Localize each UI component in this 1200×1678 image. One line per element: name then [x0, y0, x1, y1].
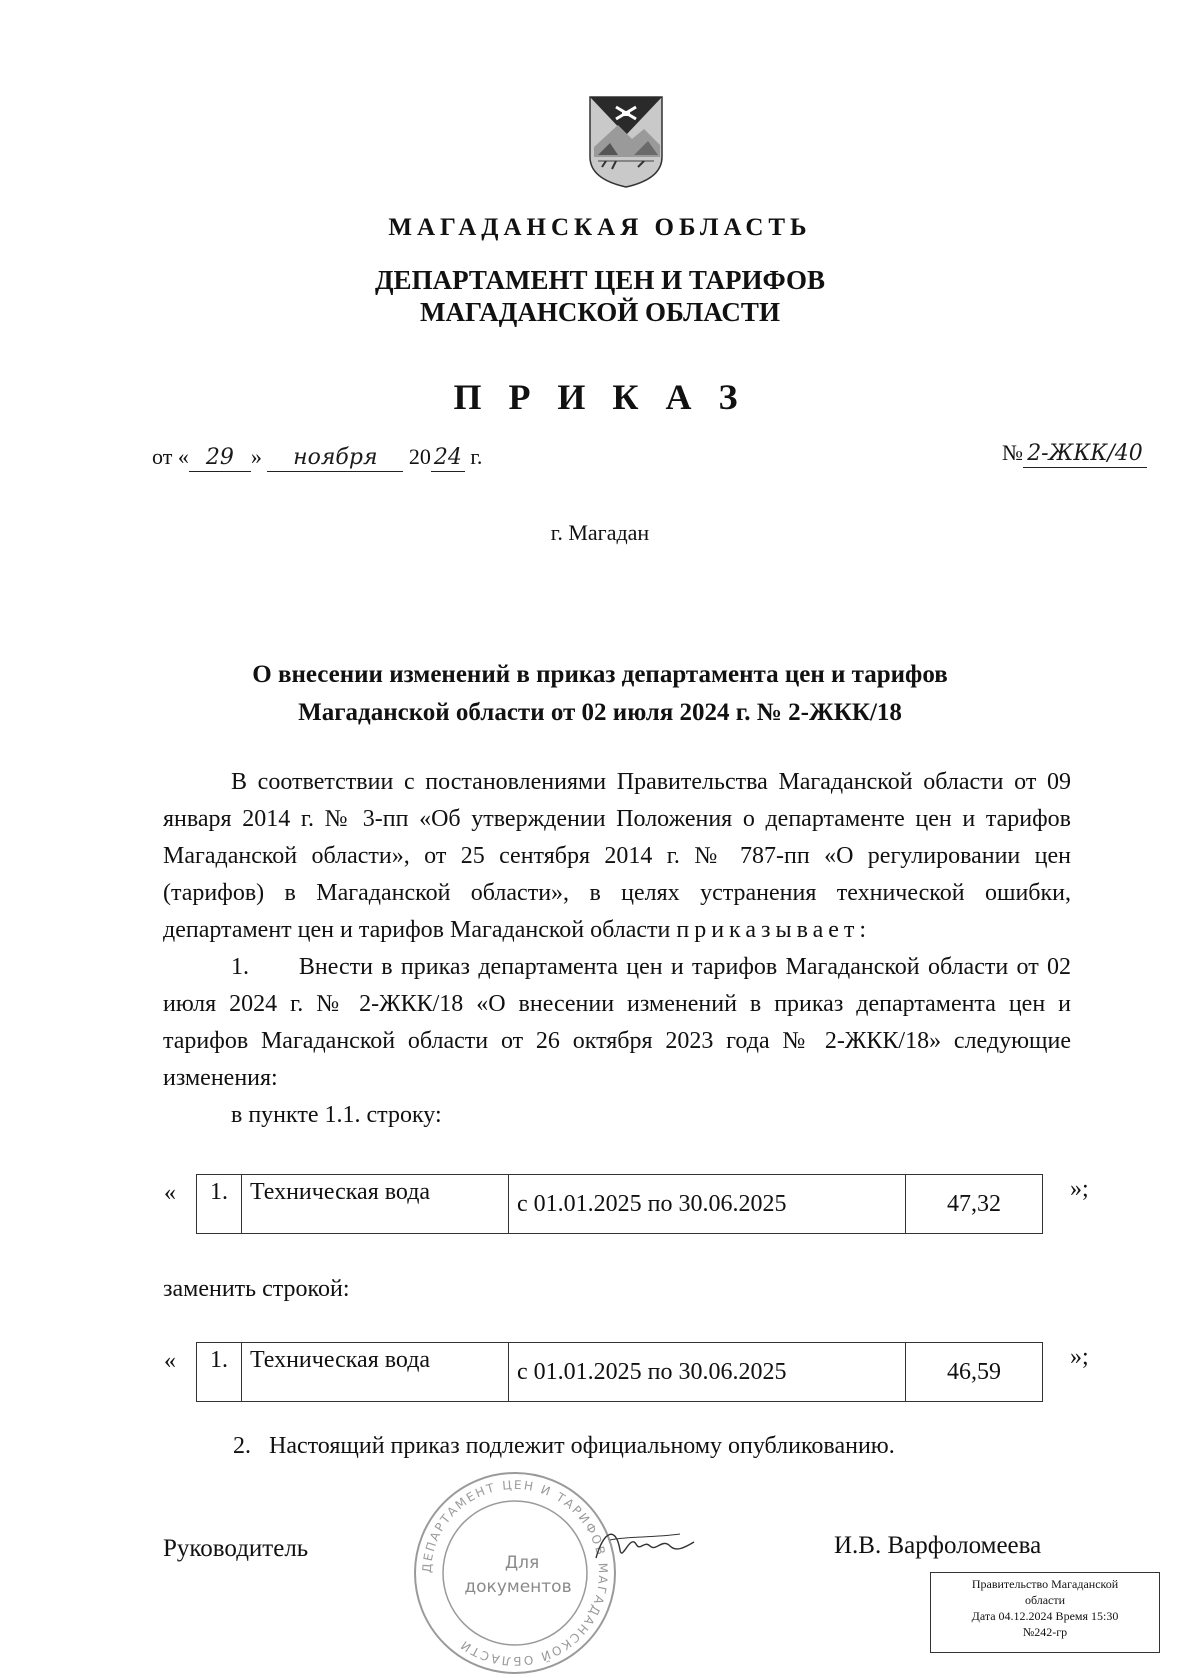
preamble-paragraph: [163, 764, 1071, 949]
signature-role: Руководитель: [163, 1535, 309, 1562]
registration-line-3: Дата 04.12.2024 Время 15:30: [971, 1609, 1119, 1623]
replace-text: заменить строкой:: [163, 1276, 350, 1302]
stamp-center-line-1: Для: [504, 1553, 540, 1573]
body-text: [163, 764, 1077, 1134]
registration-line-4: №242-гр: [1022, 1625, 1068, 1639]
new-row-block: [160, 1342, 1120, 1402]
item-2-paragraph: 2. Настоящий приказ подлежит официальному опубликованию.: [233, 1433, 895, 1459]
subject-heading: [0, 656, 1200, 732]
handwritten-signature-icon: [590, 1520, 700, 1570]
new-row-num: 1.: [197, 1343, 242, 1402]
new-row-name: Техническая вода: [242, 1343, 509, 1402]
signature-name: И.В. Варфоломеева: [834, 1532, 1042, 1559]
new-row-period: с 01.01.2025 по 30.06.2025: [509, 1343, 906, 1402]
old-row-num: 1.: [197, 1175, 242, 1234]
old-row-block: [160, 1174, 1120, 1234]
new-row-value: 46,59: [906, 1343, 1043, 1402]
date-quote: »: [250, 444, 262, 469]
coat-of-arms-icon: [588, 95, 664, 189]
new-row-open-quote: «: [164, 1348, 176, 1374]
number-prefix: №: [1002, 440, 1023, 465]
stamp-center-line-2: документов: [464, 1577, 572, 1597]
document-type-title: П Р И К А З: [453, 377, 747, 417]
stamp-ring-text: ДЕПАРТАМЕНТ ЦЕН И ТАРИФОВ МАГАДАНСКОЙ ОБЛАСТИ: [419, 1477, 611, 1669]
date-year-prefix: 20: [408, 444, 431, 469]
old-row-value: 47,32: [906, 1175, 1043, 1234]
subject-line-1: О внесении изменений в приказ департамента цен и тарифов: [252, 661, 948, 688]
old-row-table: [196, 1174, 1043, 1234]
registration-line-1: Правительство Магаданской: [971, 1577, 1119, 1591]
city: г. Магадан: [550, 520, 650, 545]
table-row: [197, 1343, 1043, 1402]
old-row-close-quote: »;: [1070, 1176, 1089, 1202]
department-line-1: ДЕПАРТАМЕНТ ЦЕН И ТАРИФОВ: [374, 265, 826, 295]
old-row-open-quote: «: [164, 1180, 176, 1206]
region-title: МАГАДАНСКАЯ ОБЛАСТЬ: [388, 214, 812, 241]
date-year-suffix: 24: [431, 445, 465, 472]
item-1-paragraph: 1. Внести в приказ департамента цен и тарифов Магаданской области от 02 июля 2024 г. № 2-ЖКК/18 «О внесении изменений в приказ департамента цен и тарифов Магаданской области от 26 октября 2023 года № 2-ЖКК/18» следующие изменения:: [163, 954, 1077, 1091]
orders-word: приказывает:: [676, 917, 872, 943]
item-1-subtext: в пункте 1.1. строку:: [231, 1102, 442, 1128]
department-line-2: МАГАДАНСКОЙ ОБЛАСТИ: [420, 297, 780, 327]
date-day: 29: [189, 445, 251, 472]
number-value: 2-ЖКК/40: [1023, 441, 1147, 468]
table-row: [197, 1175, 1043, 1234]
registration-line-2: области: [1024, 1593, 1066, 1607]
date-suffix: г.: [470, 444, 483, 469]
date-month: ноября: [267, 445, 403, 472]
new-row-close-quote: »;: [1070, 1344, 1089, 1370]
old-row-period: с 01.01.2025 по 30.06.2025: [509, 1175, 906, 1234]
new-row-table: [196, 1342, 1043, 1402]
department-title: [0, 264, 1200, 328]
preamble-text: В соответствии с постановлениями Правительства Магаданской области от 09 января 2014 г. № 3-пп «Об утверждении Положения о департаменте цен и тарифов Магаданской области», от 25 сентября 2014 г. № 787-пп «О регулировании цен (тарифов) в Магаданской области», в целях устранения технической ошибки, департамент цен и тарифов Магаданской области: [163, 769, 1071, 943]
official-stamp-icon: [410, 1468, 620, 1678]
registration-box: [930, 1572, 1160, 1653]
date-prefix: от «: [152, 444, 189, 469]
date-line: [152, 444, 482, 472]
subject-line-2: Магаданской области от 02 июля 2024 г. № 2-ЖКК/18: [298, 699, 902, 726]
old-row-name: Техническая вода: [242, 1175, 509, 1234]
document-number: [1002, 440, 1147, 468]
